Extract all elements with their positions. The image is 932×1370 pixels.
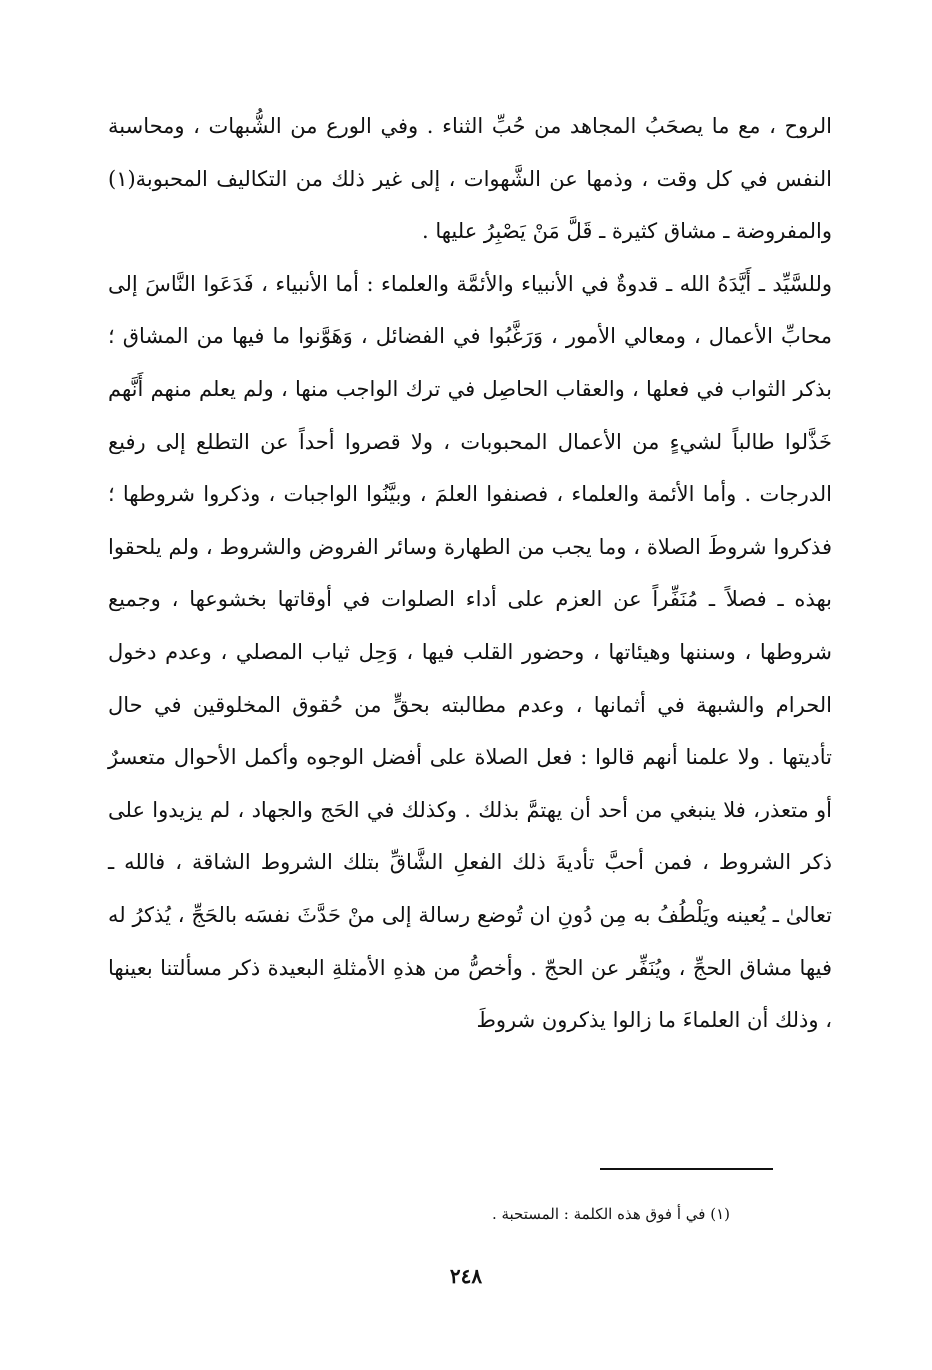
page-number: ٢٤٨ — [449, 1264, 483, 1288]
footnote-divider — [600, 1168, 773, 1170]
paragraph-1: الروح ، مع ما يصحَبُ المجاهد من حُبِّ الثناء . وفي الورع من الشُّبهات ، ومحاسبة النفس في كل وقت ، وذمها عن الشَّهوات ، إلى غير ذلك من التكاليف المحبوبة(١) والمفروضة ـ مشاق كثيرة ـ قَلَّ مَنْ يَصْبِرُ عليها . — [108, 114, 832, 244]
paragraph-2: وللسَّيِّد ـ أَيَّدَهُ الله ـ قدوةٌ في الأنبياء والأئمَّة والعلماء : أما الأنبياء ، فَدَعَوا النَّاسَ إلى محابِّ الأعمال ، ومعالي الأمور ، وَرَغَّبُوا في الفضائل ، وَهَوَّنوا ما فيها من المشاق ؛ بذكر الثواب في فعلها ، والعقاب الحاصِل في ترك الواجب منها ، ولم يعلم منهم أَنَّهم خَذَّلوا طالباً لشيءٍ من الأعمال المحبوبات ، ولا قصروا أحداً عن التطلع إلى رفيع الدرجات . وأما الأئمة والعلماء ، فصنفوا العلمَ ، وبيَّنُوا الواجبات ، وذكروا شروطها ؛ فذكروا شروطَ الصلاة ، وما يجب من الطهارة وسائر الفروض والشروط ، ولم يلحقوا بهذه ـ فصلاً ـ مُنَفِّراً عن العزم على أداء الصلوات في أوقاتها بخشوعها ، وجميع شروطها ، وسننها وهيئاتها ، وحضور القلب فيها ، وَحِل ثياب المصلي ، وعدم دخول الحرام والشبهة في أثمانها ، وعدم مطالبته بحقٍّ من حُقوق المخلوقين في حال تأديتها . ولا علمنا أنهم قالوا : فعل الصلاة على أفضل الوجوه وأكمل الأحوال متعسرٌ أو متعذر، فلا ينبغي من أحد أن يهتمَّ بذلك . وكذلك في الحَج والجهاد ، لم يزيدوا على ذكر الشروط ، فمن أحبَّ تأديةَ ذلك الفعلِ الشَّاقِّ بتلك الشروط الشاقة ، فالله ـ تعالىٰ ـ يُعينه ويَلْطُفُ به مِن دُونِ ان تُوضع رسالة إلى منْ حَدَّثَ نفسَه بالحَجِّ ، يُذكرُ له فيها مشاق الحجِّ ، ويُنَفِّر عن الحجّ . وأخصُّ من هذهِ الأمثلةِ البعيدة ذكر مسألتنا بعينها ، وذلك أن العلماءَ ما زالوا يذكرون شروطَ — [108, 271, 832, 1033]
main-text — [108, 100, 832, 1047]
footnote: (١) في أ فوق هذه الكلمة : المستحبة . — [491, 1205, 730, 1223]
